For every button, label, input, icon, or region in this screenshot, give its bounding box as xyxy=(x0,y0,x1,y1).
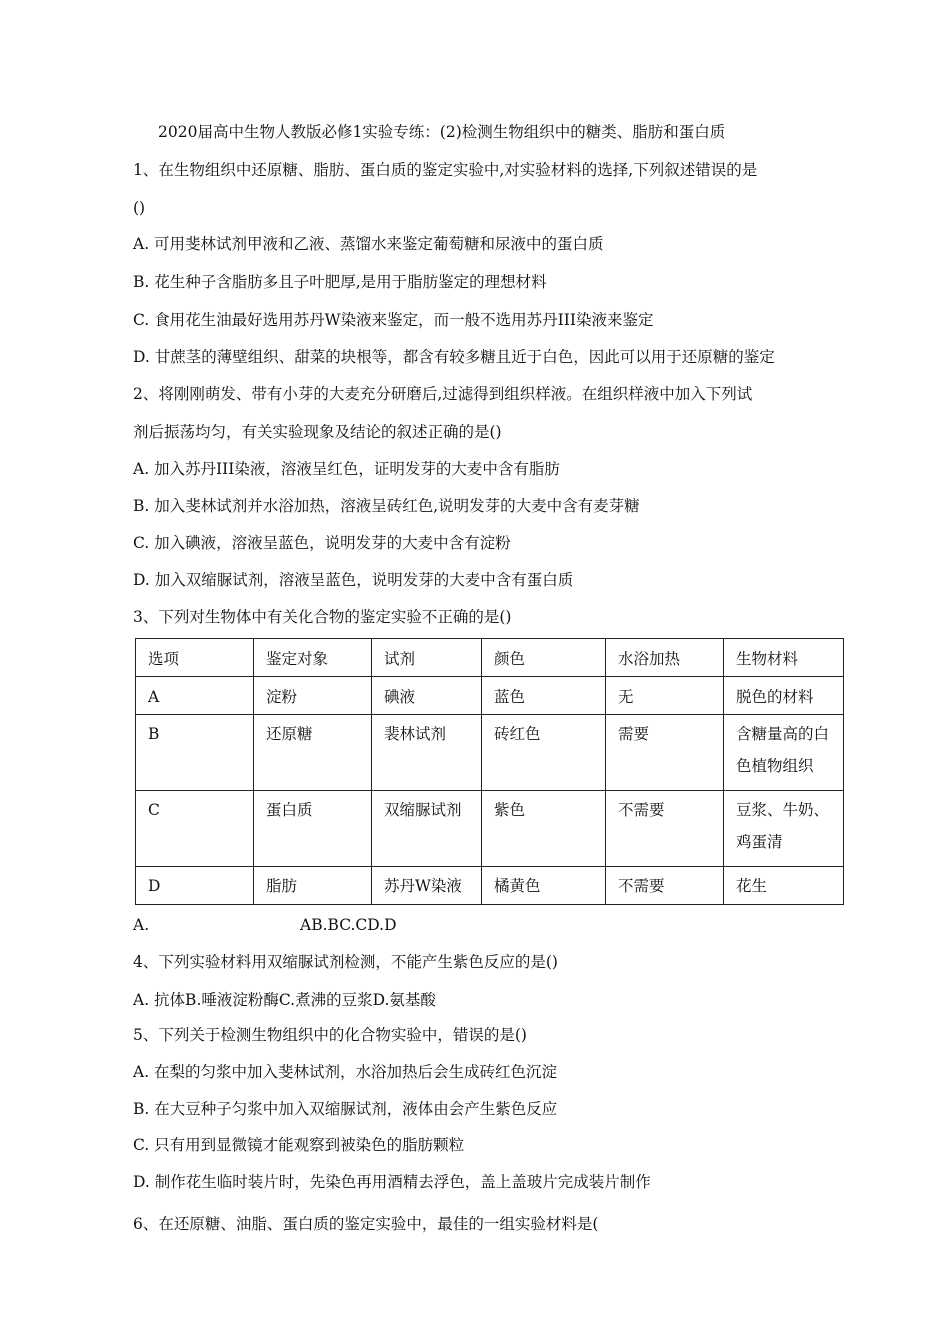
table-cell-option: C xyxy=(136,791,254,867)
table-cell-reagent: 裴林试剂 xyxy=(372,715,482,791)
table-cell-reagent: 碘液 xyxy=(372,677,482,715)
table-cell-material xyxy=(724,791,844,867)
q1-option-a: A. 可用斐林试剂甲液和乙液、蒸馏水来鉴定葡萄糖和尿液中的蛋白质 xyxy=(133,235,604,253)
table-cell-option: D xyxy=(136,867,254,905)
q4-stem: 4、下列实验材料用双缩脲试剂检测，不能产生紫色反应的是() xyxy=(133,953,558,971)
table-cell-color: 橘黄色 xyxy=(482,867,606,905)
q2-option-d: D. 加入双缩脲试剂，溶液呈蓝色，说明发芽的大麦中含有蛋白质 xyxy=(133,571,574,589)
q5-option-b: B. 在大豆种子匀浆中加入双缩脲试剂，液体由会产生紫色反应 xyxy=(133,1100,558,1118)
q5-option-c: C. 只有用到显微镜才能观察到被染色的脂肪颗粒 xyxy=(133,1136,465,1154)
table-cell-material: 脱色的材料 xyxy=(724,677,844,715)
q2-option-b: B. 加入斐林试剂并水浴加热，溶液呈砖红色,说明发芽的大麦中含有麦芽糖 xyxy=(133,497,640,515)
table-cell-reagent: 苏丹W染液 xyxy=(372,867,482,905)
q3-answer-a: A. xyxy=(133,916,150,934)
material-line: 含糖量高的白 xyxy=(736,725,830,743)
q6-stem: 6、在还原糖、油脂、蛋白质的鉴定实验中，最佳的一组实验材料是( xyxy=(133,1215,599,1233)
table-cell-option: A xyxy=(136,677,254,715)
q5-option-d: D. 制作花生临时装片时，先染色再用酒精去浮色，盖上盖玻片完成装片制作 xyxy=(133,1173,651,1191)
table-row xyxy=(136,791,844,867)
table-cell-heat: 无 xyxy=(606,677,724,715)
table-cell-heat: 不需要 xyxy=(606,791,724,867)
table-cell-heat: 不需要 xyxy=(606,867,724,905)
table-header-row xyxy=(136,639,844,677)
table-row xyxy=(136,677,844,715)
q1-option-c: C. 食用花生油最好选用苏丹W染液来鉴定，而一般不选用苏丹III染液来鉴定 xyxy=(133,311,654,329)
table-cell-color: 蓝色 xyxy=(482,677,606,715)
material-line: 色植物组织 xyxy=(736,757,814,775)
table-row xyxy=(136,715,844,791)
q5-stem: 5、下列关于检测生物组织中的化合物实验中，错误的是() xyxy=(133,1026,527,1044)
table-cell-color: 砖红色 xyxy=(482,715,606,791)
document-title: 2020届高中生物人教版必修1实验专练：(2)检测生物组织中的糖类、脂肪和蛋白质 xyxy=(158,123,726,141)
table-header-cell: 水浴加热 xyxy=(606,639,724,677)
table-cell-material: 花生 xyxy=(724,867,844,905)
table-cell-color: 紫色 xyxy=(482,791,606,867)
q2-stem-line2: 剂后振荡均匀，有关实验现象及结论的叙述正确的是() xyxy=(133,423,502,441)
table-cell-target: 脂肪 xyxy=(254,867,372,905)
table-cell-target: 还原糖 xyxy=(254,715,372,791)
table-cell-material xyxy=(724,715,844,791)
table-header-cell: 选项 xyxy=(136,639,254,677)
material-line: 豆浆、牛奶、 xyxy=(736,801,830,819)
q2-stem-line1: 2、将刚刚萌发、带有小芽的大麦充分研磨后,过滤得到组织样液。在组织样液中加入下列试 xyxy=(133,385,753,403)
q3-stem: 3、下列对生物体中有关化合物的鉴定实验不正确的是() xyxy=(133,608,512,626)
table-cell-option: B xyxy=(136,715,254,791)
table-cell-reagent: 双缩脲试剂 xyxy=(372,791,482,867)
q3-answer-options: AB.BC.CD.D xyxy=(300,916,397,934)
q2-option-c: C. 加入碘液，溶液呈蓝色，说明发芽的大麦中含有淀粉 xyxy=(133,534,511,552)
material-line: 鸡蛋清 xyxy=(736,833,783,851)
q1-stem-line1: 1、在生物组织中还原糖、脂肪、蛋白质的鉴定实验中,对实验材料的选择,下列叙述错误的是 xyxy=(133,161,758,179)
q2-option-a: A. 加入苏丹III染液，溶液呈红色，证明发芽的大麦中含有脂肪 xyxy=(133,460,560,478)
q1-option-d: D. 甘蔗茎的薄壁组织、甜菜的块根等，都含有较多糖且近于白色，因此可以用于还原糖的鉴定 xyxy=(133,348,775,366)
q3-table xyxy=(135,638,844,905)
table-cell-heat: 需要 xyxy=(606,715,724,791)
table-row xyxy=(136,867,844,905)
q1-stem-line2: () xyxy=(133,199,146,217)
q1-option-b: B. 花生种子含脂肪多且子叶肥厚,是用于脂肪鉴定的理想材料 xyxy=(133,273,547,291)
table-header-cell: 试剂 xyxy=(372,639,482,677)
table-cell-target: 蛋白质 xyxy=(254,791,372,867)
table-cell-target: 淀粉 xyxy=(254,677,372,715)
q5-option-a: A. 在梨的匀浆中加入斐林试剂，水浴加热后会生成砖红色沉淀 xyxy=(133,1063,558,1081)
table-header-cell: 颜色 xyxy=(482,639,606,677)
table-header-cell: 鉴定对象 xyxy=(254,639,372,677)
q4-options: A. 抗体B.唾液淀粉酶C.煮沸的豆浆D.氨基酸 xyxy=(133,991,436,1009)
table-header-cell: 生物材料 xyxy=(724,639,844,677)
